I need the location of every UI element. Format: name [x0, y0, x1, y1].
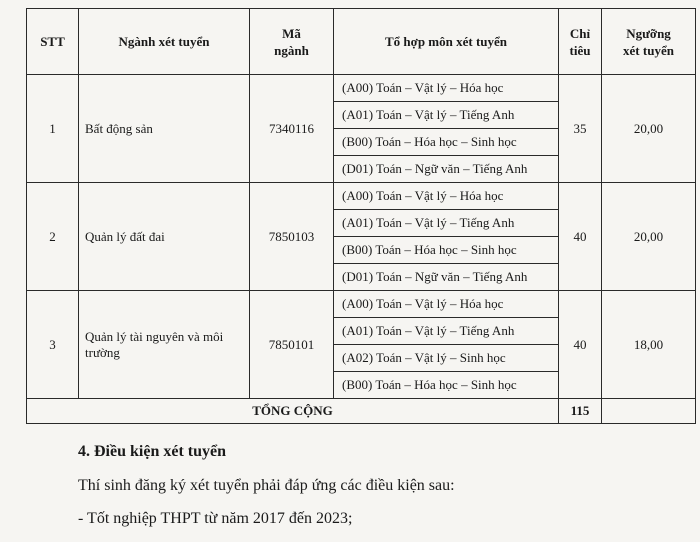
paragraph-conditions-intro: Thí sinh đăng ký xét tuyển phải đáp ứng các điều kiện sau:: [78, 477, 455, 494]
stt-cell: 2: [27, 183, 79, 291]
header-code-line1: Mã: [282, 25, 301, 41]
header-threshold: [602, 9, 696, 75]
threshold-cell: 18,00: [602, 291, 696, 399]
combo-cell: (D01) Toán – Ngữ văn – Tiếng Anh: [334, 264, 559, 291]
header-quota: [559, 9, 602, 75]
table-row: [27, 183, 696, 210]
combo-cell: (B00) Toán – Hóa học – Sinh học: [334, 372, 559, 399]
code-cell: 7340116: [250, 75, 334, 183]
header-code-line2: ngành: [274, 42, 309, 58]
major-cell: Quản lý tài nguyên và môi trường: [79, 291, 250, 399]
header-code: [250, 9, 334, 75]
combo-cell: (A02) Toán – Vật lý – Sinh học: [334, 345, 559, 372]
combo-cell: (B00) Toán – Hóa học – Sinh học: [334, 129, 559, 156]
code-cell: 7850101: [250, 291, 334, 399]
combo-cell: (B00) Toán – Hóa học – Sinh học: [334, 237, 559, 264]
header-threshold-line2: xét tuyển: [623, 42, 674, 58]
header-major: Ngành xét tuyển: [79, 9, 250, 75]
quota-cell: 40: [559, 183, 602, 291]
header-quota-line1: Chỉ: [569, 25, 591, 41]
total-row: [27, 399, 696, 424]
stt-cell: 3: [27, 291, 79, 399]
quota-cell: 40: [559, 291, 602, 399]
header-quota-line2: tiêu: [569, 42, 591, 58]
quota-cell: 35: [559, 75, 602, 183]
admission-table: [26, 8, 696, 424]
code-cell: 7850103: [250, 183, 334, 291]
header-stt: STT: [27, 9, 79, 75]
total-quota: 115: [559, 399, 602, 424]
combo-cell: (D01) Toán – Ngữ văn – Tiếng Anh: [334, 156, 559, 183]
combo-cell: (A00) Toán – Vật lý – Hóa học: [334, 75, 559, 102]
major-cell: Bất động sản: [79, 75, 250, 183]
header-threshold-line1: Ngưỡng: [626, 25, 671, 41]
total-label: TỔNG CỘNG: [27, 399, 559, 424]
threshold-cell: 20,00: [602, 183, 696, 291]
major-cell: Quản lý đất đai: [79, 183, 250, 291]
total-threshold-empty: [602, 399, 696, 424]
combo-cell: (A01) Toán – Vật lý – Tiếng Anh: [334, 102, 559, 129]
stt-cell: 1: [27, 75, 79, 183]
paragraph-condition-graduation: - Tốt nghiệp THPT từ năm 2017 đến 2023;: [78, 510, 353, 527]
combo-cell: (A00) Toán – Vật lý – Hóa học: [334, 291, 559, 318]
threshold-cell: 20,00: [602, 75, 696, 183]
header-combo: Tổ hợp môn xét tuyển: [334, 9, 559, 75]
combo-cell: (A01) Toán – Vật lý – Tiếng Anh: [334, 318, 559, 345]
combo-cell: (A00) Toán – Vật lý – Hóa học: [334, 183, 559, 210]
combo-cell: (A01) Toán – Vật lý – Tiếng Anh: [334, 210, 559, 237]
table-header-row: [27, 9, 696, 75]
table-row: [27, 75, 696, 102]
section-title: 4. Điều kiện xét tuyển: [78, 443, 226, 460]
table-row: [27, 291, 696, 318]
